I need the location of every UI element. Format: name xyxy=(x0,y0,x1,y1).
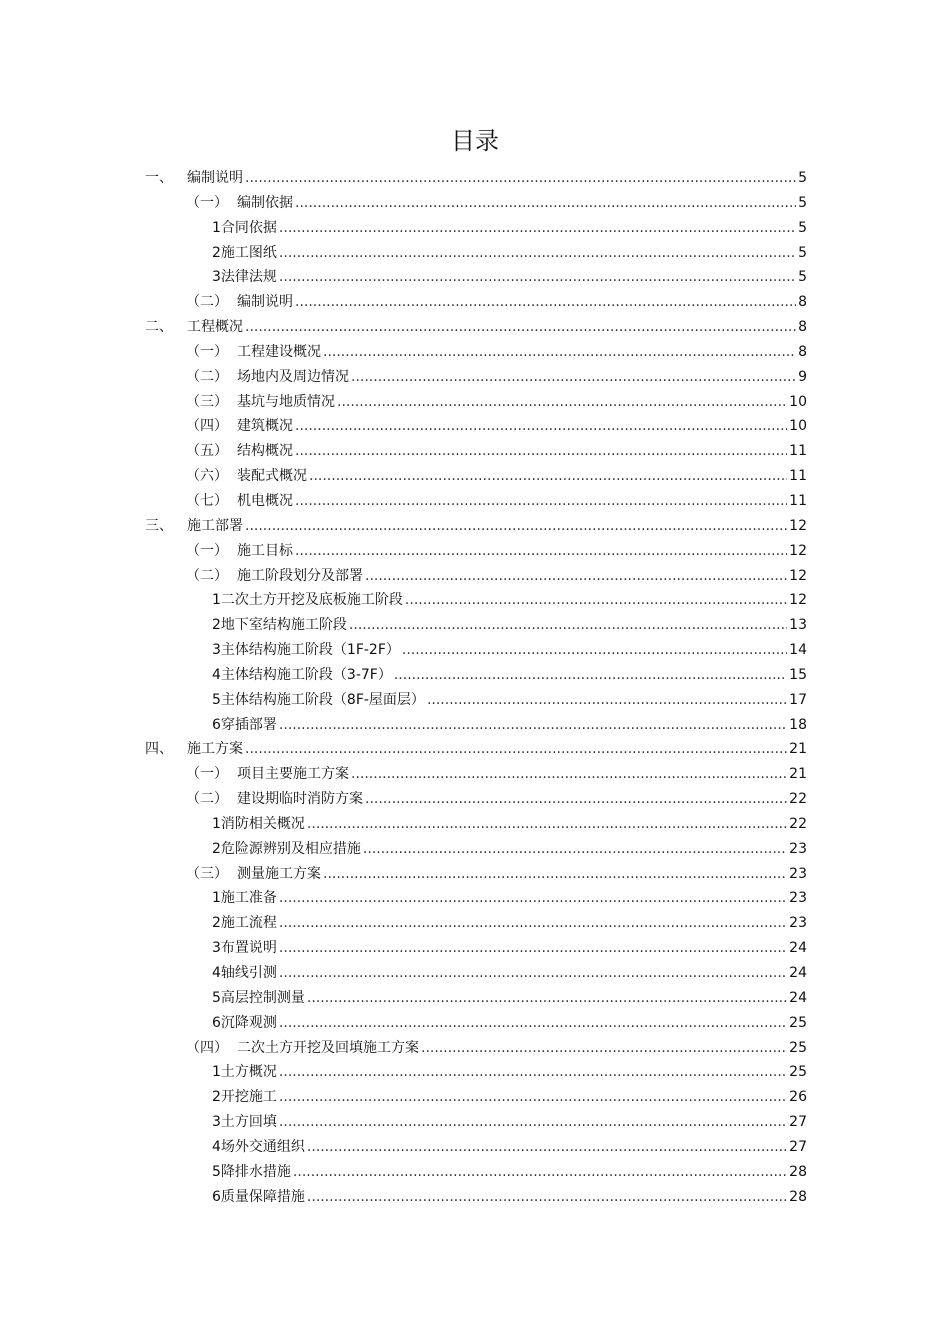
toc-dot-leader xyxy=(293,1160,787,1185)
toc-page-number: 27 xyxy=(789,1114,807,1131)
toc-entry[interactable] xyxy=(145,737,807,762)
toc-dot-leader xyxy=(307,1135,787,1160)
toc-entry-number: 2 xyxy=(212,840,221,857)
toc-entry[interactable] xyxy=(145,265,807,290)
toc-entry[interactable] xyxy=(145,290,807,315)
toc-page-number: 23 xyxy=(789,865,807,882)
toc-page-number: 21 xyxy=(789,766,807,783)
toc-entry-label: 装配式概况 xyxy=(237,468,307,485)
toc-entry-number: （四） xyxy=(186,418,228,435)
toc-dot-leader xyxy=(421,1036,787,1061)
toc-entry-label: 二次土方开挖及回填施工方案 xyxy=(237,1039,419,1056)
toc-entry-number: （一） xyxy=(186,194,228,211)
toc-entry[interactable] xyxy=(145,862,807,887)
toc-page-number: 5 xyxy=(798,194,807,211)
toc-entry[interactable] xyxy=(145,166,807,191)
toc-entry-label: 基坑与地质情况 xyxy=(237,393,335,410)
toc-entry[interactable] xyxy=(145,1036,807,1061)
toc-dot-leader xyxy=(279,713,787,738)
toc-dot-leader xyxy=(307,1185,787,1210)
toc-page-number: 26 xyxy=(789,1089,807,1106)
toc-page-number: 22 xyxy=(789,791,807,808)
toc-entry[interactable] xyxy=(145,390,807,415)
toc-entry[interactable] xyxy=(145,464,807,489)
toc-entry[interactable] xyxy=(145,986,807,1011)
toc-entry[interactable] xyxy=(145,414,807,439)
toc-entry-label: 编制说明 xyxy=(237,294,293,311)
toc-entry-label: 降排水措施 xyxy=(220,1163,291,1180)
toc-entry-number: 1 xyxy=(212,1064,221,1081)
toc-dot-leader xyxy=(394,663,787,688)
toc-page-number: 24 xyxy=(789,989,807,1006)
toc-dot-leader xyxy=(323,340,796,365)
toc-page-number: 11 xyxy=(789,492,807,509)
toc-entry-label: 地下室结构施工阶段 xyxy=(220,617,347,634)
toc-entry[interactable] xyxy=(145,1185,807,1210)
toc-page-number: 23 xyxy=(789,915,807,932)
toc-dot-leader xyxy=(295,191,796,216)
toc-page-number: 10 xyxy=(789,418,807,435)
toc-page-number: 25 xyxy=(789,1039,807,1056)
toc-entry-label: 消防相关概况 xyxy=(220,815,305,832)
toc-page-number: 15 xyxy=(789,666,807,683)
toc-page-number: 8 xyxy=(798,343,807,360)
toc-entry-number: （二） xyxy=(186,294,228,311)
toc-page-number: 5 xyxy=(798,244,807,261)
toc-entry-label: 施工方案 xyxy=(187,741,243,758)
toc-entry-label: 主体结构施工阶段（3-7F） xyxy=(220,666,392,683)
toc-entry-number: （二） xyxy=(186,791,228,808)
toc-entry-label: 测量施工方案 xyxy=(237,865,321,882)
toc-entry-number: 6 xyxy=(212,716,221,733)
toc-entry[interactable] xyxy=(145,1135,807,1160)
toc-entry-number: 三、 xyxy=(145,517,173,534)
toc-entry[interactable] xyxy=(145,315,807,340)
toc-page-number: 12 xyxy=(789,542,807,559)
toc-entry-number: 2 xyxy=(212,617,221,634)
toc-dot-leader xyxy=(363,837,787,862)
toc-page-number: 17 xyxy=(789,691,807,708)
toc-page-number: 23 xyxy=(789,890,807,907)
toc-entry-label: 编制说明 xyxy=(187,170,243,186)
toc-entry-label: 机电概况 xyxy=(237,492,293,509)
toc-entry-number: 2 xyxy=(212,915,221,932)
toc-page-number: 18 xyxy=(789,716,807,733)
toc-entry-number: 6 xyxy=(212,1014,221,1031)
toc-dot-leader xyxy=(307,986,787,1011)
toc-entry[interactable] xyxy=(145,936,807,961)
toc-entry[interactable] xyxy=(145,1085,807,1110)
toc-dot-leader xyxy=(279,911,787,936)
toc-dot-leader xyxy=(405,588,787,613)
toc-entry-number: （二） xyxy=(186,368,228,385)
toc-entry-label: 施工目标 xyxy=(237,542,293,559)
toc-page-number: 24 xyxy=(789,940,807,957)
toc-entry-number: 1 xyxy=(212,815,221,832)
toc-entry[interactable] xyxy=(145,191,807,216)
toc-page-number: 14 xyxy=(789,642,807,659)
toc-entry-label: 建设期临时消防方案 xyxy=(237,791,363,808)
toc-page-number: 24 xyxy=(789,965,807,981)
toc-dot-leader xyxy=(245,737,787,762)
toc-entry-number: 一、 xyxy=(145,170,173,186)
toc-entry-label: 穿插部署 xyxy=(220,716,277,733)
toc-dot-leader xyxy=(295,439,787,464)
toc-entry[interactable] xyxy=(145,762,807,787)
toc-entry-number: 4 xyxy=(212,1138,221,1155)
toc-dot-leader xyxy=(365,787,787,812)
toc-entry-number: 5 xyxy=(212,989,221,1006)
toc-entry[interactable] xyxy=(145,514,807,539)
toc-entry-label: 质量保障措施 xyxy=(220,1188,305,1205)
toc-entry[interactable] xyxy=(145,1060,807,1085)
toc-entry[interactable] xyxy=(145,241,807,266)
toc-page-number: 5 xyxy=(798,219,807,236)
toc-entry-number: 2 xyxy=(212,244,221,261)
toc-dot-leader xyxy=(279,1060,787,1085)
toc-entry[interactable] xyxy=(145,539,807,564)
toc-entry-label: 二次土方开挖及底板施工阶段 xyxy=(220,592,403,609)
toc-entry-number: 3 xyxy=(212,642,221,659)
toc-dot-leader xyxy=(245,315,796,340)
toc-entry-label: 合同依据 xyxy=(220,219,277,236)
toc-page-number: 25 xyxy=(789,1064,807,1081)
toc-entry-number: 2 xyxy=(212,1089,221,1106)
toc-dot-leader xyxy=(349,613,787,638)
toc-entry[interactable] xyxy=(145,439,807,464)
toc-entry-label: 施工图纸 xyxy=(220,244,277,261)
toc-entry-number: （六） xyxy=(186,468,228,485)
toc-entry-number: （二） xyxy=(186,567,228,584)
toc-entry-number: 3 xyxy=(212,1114,221,1131)
toc-entry-label: 工程概况 xyxy=(187,319,243,336)
toc-title: 目录 xyxy=(451,127,499,155)
toc-page-number: 13 xyxy=(789,617,807,634)
toc-entry-number: 3 xyxy=(212,269,221,286)
toc-dot-leader xyxy=(245,166,796,191)
toc-dot-leader xyxy=(279,936,787,961)
toc-dot-leader xyxy=(295,489,787,514)
toc-entry[interactable] xyxy=(145,1160,807,1185)
toc-entry-number: （四） xyxy=(186,1039,228,1056)
toc-entry-label: 布置说明 xyxy=(220,940,277,957)
toc-page-number: 22 xyxy=(789,815,807,832)
toc-entry-label: 主体结构施工阶段（1F-2F） xyxy=(220,642,400,659)
toc-entry[interactable] xyxy=(145,564,807,589)
toc-entry-label: 编制依据 xyxy=(237,194,293,211)
toc-dot-leader xyxy=(295,414,787,439)
toc-entry[interactable] xyxy=(145,613,807,638)
toc-entry-number: （三） xyxy=(186,865,228,882)
toc-entry-label: 施工部署 xyxy=(187,517,243,534)
toc-entry-label: 场外交通组织 xyxy=(220,1138,305,1155)
toc-dot-leader xyxy=(351,762,787,787)
toc-dot-leader xyxy=(279,1085,787,1110)
toc-entry-label: 轴线引测 xyxy=(220,965,277,981)
toc-page-number: 12 xyxy=(789,592,807,609)
toc-entry-label: 主体结构施工阶段（8F-屋面层） xyxy=(220,691,425,708)
toc-entry-label: 结构概况 xyxy=(237,443,293,460)
toc-entry-number: （五） xyxy=(186,443,228,460)
toc-entry-number: （一） xyxy=(186,542,228,559)
toc-entry-label: 高层控制测量 xyxy=(220,989,305,1006)
toc-dot-leader xyxy=(337,390,787,415)
toc-entry[interactable] xyxy=(145,365,807,390)
toc-dot-leader xyxy=(307,812,787,837)
toc-dot-leader xyxy=(279,1110,787,1135)
toc-entry-label: 建筑概况 xyxy=(237,418,293,435)
toc-entry-label: 土方回填 xyxy=(220,1114,277,1131)
toc-entry[interactable] xyxy=(145,1011,807,1036)
toc-entry[interactable] xyxy=(145,216,807,241)
toc-entry-number: 1 xyxy=(212,890,221,907)
toc-entry-label: 沉降观测 xyxy=(220,1014,277,1031)
toc-entry-number: 1 xyxy=(212,219,221,236)
toc-entry[interactable] xyxy=(145,961,807,986)
toc-entry-label: 危险源辨别及相应措施 xyxy=(220,840,361,857)
toc-dot-leader xyxy=(279,1011,787,1036)
toc-entry-label: 施工流程 xyxy=(220,915,277,932)
toc-dot-leader xyxy=(279,961,787,986)
toc-dot-leader xyxy=(295,290,796,315)
toc-entry[interactable] xyxy=(145,886,807,911)
toc-page-number: 12 xyxy=(789,567,807,584)
table-of-contents xyxy=(145,166,807,1209)
toc-page-number: 28 xyxy=(789,1163,807,1180)
toc-page-number: 21 xyxy=(789,741,807,758)
toc-entry-number: （一） xyxy=(186,766,228,783)
toc-entry-number: 5 xyxy=(212,1163,221,1180)
toc-entry[interactable] xyxy=(145,837,807,862)
toc-page-number: 8 xyxy=(798,319,807,336)
toc-entry[interactable] xyxy=(145,588,807,613)
toc-entry[interactable] xyxy=(145,713,807,738)
toc-page-number: 10 xyxy=(789,393,807,410)
toc-entry[interactable] xyxy=(145,688,807,713)
toc-entry-number: （一） xyxy=(186,343,228,360)
toc-entry[interactable] xyxy=(145,812,807,837)
toc-entry-label: 土方概况 xyxy=(220,1064,277,1081)
toc-entry-number: 3 xyxy=(212,940,221,957)
toc-dot-leader xyxy=(295,539,787,564)
toc-page-number: 8 xyxy=(798,294,807,311)
toc-page-number: 5 xyxy=(798,170,807,186)
toc-page-number: 5 xyxy=(798,269,807,286)
toc-entry-number: 6 xyxy=(212,1188,221,1205)
toc-entry-label: 法律法规 xyxy=(220,269,277,286)
toc-entry[interactable] xyxy=(145,489,807,514)
toc-page-number: 11 xyxy=(789,443,807,460)
toc-dot-leader xyxy=(279,216,796,241)
toc-page-number: 12 xyxy=(789,517,807,534)
toc-entry[interactable] xyxy=(145,340,807,365)
toc-entry-label: 场地内及周边情况 xyxy=(237,368,349,385)
toc-entry-number: 1 xyxy=(212,592,221,609)
toc-entry-number: 四、 xyxy=(145,741,173,758)
toc-entry-number: （七） xyxy=(186,492,228,509)
toc-entry-number: （三） xyxy=(186,393,228,410)
toc-dot-leader xyxy=(427,688,787,713)
toc-entry-number: 4 xyxy=(212,965,221,981)
toc-entry[interactable] xyxy=(145,911,807,936)
toc-dot-leader xyxy=(245,514,787,539)
toc-entry[interactable] xyxy=(145,787,807,812)
toc-entry[interactable] xyxy=(145,1110,807,1135)
toc-dot-leader xyxy=(279,241,796,266)
toc-page-number: 23 xyxy=(789,840,807,857)
toc-entry[interactable] xyxy=(145,638,807,663)
toc-dot-leader xyxy=(279,886,787,911)
toc-dot-leader xyxy=(279,265,796,290)
toc-page-number: 28 xyxy=(789,1188,807,1205)
toc-page-number: 9 xyxy=(798,368,807,385)
toc-entry-label: 工程建设概况 xyxy=(237,343,321,360)
toc-entry[interactable] xyxy=(145,663,807,688)
toc-dot-leader xyxy=(351,365,796,390)
toc-entry-label: 施工准备 xyxy=(220,890,277,907)
toc-page-number: 11 xyxy=(789,468,807,485)
toc-entry-number: 二、 xyxy=(145,319,173,336)
toc-entry-label: 项目主要施工方案 xyxy=(237,766,349,783)
toc-dot-leader xyxy=(402,638,787,663)
toc-entry-number: 5 xyxy=(212,691,221,708)
toc-page-number: 27 xyxy=(789,1138,807,1155)
toc-dot-leader xyxy=(309,464,787,489)
toc-entry-label: 施工阶段划分及部署 xyxy=(237,567,363,584)
toc-dot-leader xyxy=(323,862,787,887)
toc-page-number: 25 xyxy=(789,1014,807,1031)
toc-entry-number: 4 xyxy=(212,666,221,683)
toc-dot-leader xyxy=(365,564,787,589)
toc-entry-label: 开挖施工 xyxy=(220,1089,277,1106)
